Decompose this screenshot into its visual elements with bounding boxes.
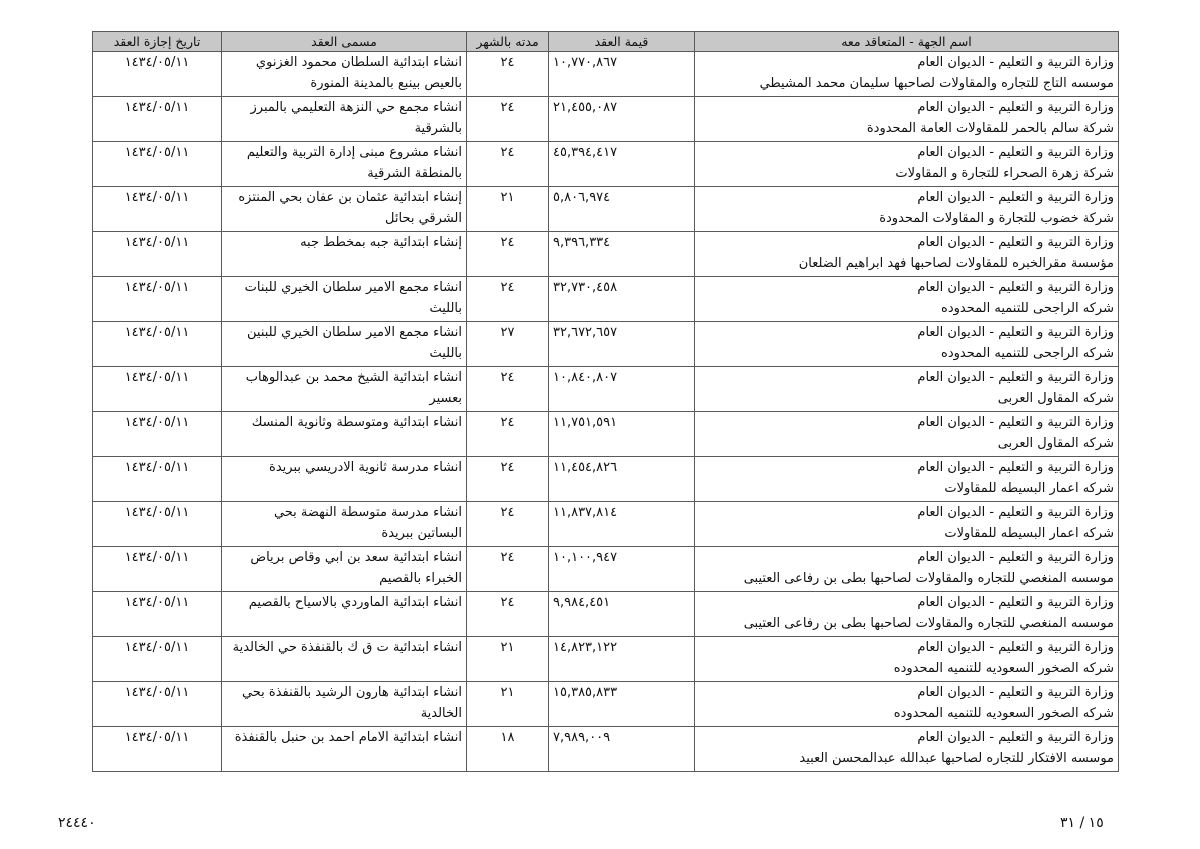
contract-value: ٥,٨٠٦,٩٧٤ bbox=[549, 187, 695, 232]
contract-value: ٢١,٤٥٥,٠٨٧ bbox=[549, 97, 695, 142]
contract-name: انشاء ابتدائية ومتوسطة وثانوية المنسك bbox=[222, 412, 467, 457]
contract-duration: ٢٧ bbox=[467, 322, 549, 367]
entity-cell bbox=[695, 502, 1119, 547]
entity-contractor: شركة خضوب للتجارة و المقاولات المحدودة bbox=[879, 211, 1114, 226]
contract-name: انشاء مجمع الامير سلطان الخيري للبنات بالليث bbox=[222, 277, 467, 322]
header-duration: مدته بالشهر bbox=[467, 32, 549, 52]
entity-contractor: شركة سالم بالحمر للمقاولات العامة المحدودة bbox=[866, 121, 1114, 136]
table-row bbox=[93, 52, 1119, 97]
contract-duration: ٢٤ bbox=[467, 592, 549, 637]
contract-duration: ٢٤ bbox=[467, 232, 549, 277]
entity-contractor: شركه اعمار البسيطه للمقاولات bbox=[944, 481, 1114, 496]
entity-cell bbox=[695, 637, 1119, 682]
contract-name: انشاء ابتدائية سعد بن ابي وقاص برياض الخبراء بالقصيم bbox=[222, 547, 467, 592]
entity-cell bbox=[695, 322, 1119, 367]
contract-duration: ٢٤ bbox=[467, 52, 549, 97]
entity-ministry: وزارة التربية و التعليم - الديوان العام bbox=[917, 685, 1114, 700]
approval-date: ١٤٣٤/٠٥/١١ bbox=[93, 457, 222, 502]
contract-name: إنشاء ابتدائية عثمان بن عفان بحي المنتزه الشرقي بحائل bbox=[222, 187, 467, 232]
entity-ministry: وزارة التربية و التعليم - الديوان العام bbox=[917, 100, 1114, 115]
entity-contractor: مؤسسة مقرالخبره للمقاولات لصاحبها فهد ابراهيم الضلعان bbox=[798, 256, 1114, 271]
contract-value: ٧,٩٨٩,٠٠٩ bbox=[549, 727, 695, 772]
header-value: قيمة العقد bbox=[549, 32, 695, 52]
table-row bbox=[93, 322, 1119, 367]
approval-date: ١٤٣٤/٠٥/١١ bbox=[93, 232, 222, 277]
approval-date: ١٤٣٤/٠٥/١١ bbox=[93, 412, 222, 457]
contract-duration: ٢٤ bbox=[467, 97, 549, 142]
page-number: ١٥ / ٣١ bbox=[1060, 815, 1104, 831]
entity-ministry: وزارة التربية و التعليم - الديوان العام bbox=[917, 235, 1114, 250]
contract-name: انشاء ابتدائية هارون الرشيد بالقنفذة بحي الخالدية bbox=[222, 682, 467, 727]
header-entity: اسم الجهة - المتعاقد معه bbox=[695, 32, 1119, 52]
entity-contractor: شركه الصخور السعوديه للتنميه المحدوده bbox=[893, 661, 1114, 676]
contract-duration: ٢٤ bbox=[467, 142, 549, 187]
approval-date: ١٤٣٤/٠٥/١١ bbox=[93, 367, 222, 412]
entity-ministry: وزارة التربية و التعليم - الديوان العام bbox=[917, 145, 1114, 160]
contract-duration: ٢٤ bbox=[467, 277, 549, 322]
entity-ministry: وزارة التربية و التعليم - الديوان العام bbox=[917, 550, 1114, 565]
contract-name: انشاء مجمع الامير سلطان الخيري للبنين بالليث bbox=[222, 322, 467, 367]
header-approval-date: تاريخ إجازة العقد bbox=[93, 32, 222, 52]
contract-name: انشاء ابتدائية السلطان محمود الغزنوي بالعيص بينبع بالمدينة المنورة bbox=[222, 52, 467, 97]
contract-duration: ٢١ bbox=[467, 682, 549, 727]
entity-ministry: وزارة التربية و التعليم - الديوان العام bbox=[917, 460, 1114, 475]
contract-duration: ٢٤ bbox=[467, 502, 549, 547]
entity-cell bbox=[695, 682, 1119, 727]
entity-cell bbox=[695, 412, 1119, 457]
contract-duration: ٢١ bbox=[467, 637, 549, 682]
entity-cell bbox=[695, 727, 1119, 772]
entity-contractor: شركه الراجحى للتنميه المحدوده bbox=[941, 301, 1114, 316]
contract-value: ٣٢,٧٣٠,٤٥٨ bbox=[549, 277, 695, 322]
approval-date: ١٤٣٤/٠٥/١١ bbox=[93, 637, 222, 682]
contract-value: ٩,٣٩٦,٣٣٤ bbox=[549, 232, 695, 277]
contract-value: ١٠,٨٤٠,٨٠٧ bbox=[549, 367, 695, 412]
header-contract-name: مسمى العقد bbox=[222, 32, 467, 52]
contract-duration: ٢٤ bbox=[467, 412, 549, 457]
entity-cell bbox=[695, 367, 1119, 412]
entity-contractor: موسسه المنغصي للتجاره والمقاولات لصاحبها بطى بن رفاعى العتيبى bbox=[743, 616, 1114, 631]
entity-ministry: وزارة التربية و التعليم - الديوان العام bbox=[917, 730, 1114, 745]
entity-cell bbox=[695, 232, 1119, 277]
contract-value: ١١,٤٥٤,٨٢٦ bbox=[549, 457, 695, 502]
entity-ministry: وزارة التربية و التعليم - الديوان العام bbox=[917, 415, 1114, 430]
entity-contractor: شركه الصخور السعوديه للتنميه المحدوده bbox=[893, 706, 1114, 721]
contract-duration: ٢٤ bbox=[467, 457, 549, 502]
entity-contractor: شركه المقاول العربى bbox=[997, 391, 1114, 406]
contract-name: انشاء ابتدائية الامام احمد بن حنبل بالقنفذة bbox=[222, 727, 467, 772]
approval-date: ١٤٣٤/٠٥/١١ bbox=[93, 142, 222, 187]
entity-ministry: وزارة التربية و التعليم - الديوان العام bbox=[917, 55, 1114, 70]
entity-contractor: شركه اعمار البسيطه للمقاولات bbox=[944, 526, 1114, 541]
entity-ministry: وزارة التربية و التعليم - الديوان العام bbox=[917, 370, 1114, 385]
contract-name: انشاء مشروع مبنى إدارة التربية والتعليم بالمنطقة الشرقية bbox=[222, 142, 467, 187]
contracts-table bbox=[92, 31, 1119, 772]
contract-duration: ٢١ bbox=[467, 187, 549, 232]
table-row bbox=[93, 637, 1119, 682]
approval-date: ١٤٣٤/٠٥/١١ bbox=[93, 187, 222, 232]
contract-value: ١١,٧٥١,٥٩١ bbox=[549, 412, 695, 457]
table-row bbox=[93, 592, 1119, 637]
table-row bbox=[93, 367, 1119, 412]
approval-date: ١٤٣٤/٠٥/١١ bbox=[93, 682, 222, 727]
contract-value: ١٠,٧٧٠,٨٦٧ bbox=[549, 52, 695, 97]
contract-name: انشاء ابتدائية الشيخ محمد بن عبدالوهاب بعسير bbox=[222, 367, 467, 412]
entity-ministry: وزارة التربية و التعليم - الديوان العام bbox=[917, 325, 1114, 340]
contract-value: ١٠,١٠٠,٩٤٧ bbox=[549, 547, 695, 592]
entity-cell bbox=[695, 277, 1119, 322]
table-row bbox=[93, 457, 1119, 502]
entity-ministry: وزارة التربية و التعليم - الديوان العام bbox=[917, 190, 1114, 205]
table-row bbox=[93, 547, 1119, 592]
table-row bbox=[93, 277, 1119, 322]
header-row bbox=[93, 32, 1119, 52]
entity-contractor: موسسه المنغصي للتجاره والمقاولات لصاحبها بطى بن رفاعى العتيبى bbox=[743, 571, 1114, 586]
approval-date: ١٤٣٤/٠٥/١١ bbox=[93, 502, 222, 547]
entity-contractor: موسسه التاج للتجاره والمقاولات لصاحبها سليمان محمد المشيطي bbox=[759, 76, 1114, 91]
entity-cell bbox=[695, 142, 1119, 187]
table-row bbox=[93, 727, 1119, 772]
entity-cell bbox=[695, 592, 1119, 637]
approval-date: ١٤٣٤/٠٥/١١ bbox=[93, 277, 222, 322]
table-row bbox=[93, 502, 1119, 547]
entity-contractor: شركه الراجحى للتنميه المحدوده bbox=[941, 346, 1114, 361]
contract-value: ١١,٨٣٧,٨١٤ bbox=[549, 502, 695, 547]
contract-name: انشاء ابتدائية الماوردي بالاسياح بالقصيم bbox=[222, 592, 467, 637]
approval-date: ١٤٣٤/٠٥/١١ bbox=[93, 592, 222, 637]
approval-date: ١٤٣٤/٠٥/١١ bbox=[93, 52, 222, 97]
entity-contractor: شركة زهرة الصحراء للتجارة و المقاولات bbox=[895, 166, 1114, 181]
approval-date: ١٤٣٤/٠٥/١١ bbox=[93, 727, 222, 772]
entity-ministry: وزارة التربية و التعليم - الديوان العام bbox=[917, 595, 1114, 610]
contract-duration: ٢٤ bbox=[467, 367, 549, 412]
entity-cell bbox=[695, 187, 1119, 232]
entity-ministry: وزارة التربية و التعليم - الديوان العام bbox=[917, 505, 1114, 520]
entity-cell bbox=[695, 97, 1119, 142]
entity-contractor: شركه المقاول العربى bbox=[997, 436, 1114, 451]
table-body bbox=[93, 52, 1119, 772]
document-code: ٢٤٤٤٠ bbox=[58, 815, 96, 831]
contract-duration: ١٨ bbox=[467, 727, 549, 772]
entity-cell bbox=[695, 547, 1119, 592]
contract-name: انشاء ابتدائية ت ق ك بالقنفذة حي الخالدية bbox=[222, 637, 467, 682]
entity-cell bbox=[695, 457, 1119, 502]
entity-cell bbox=[695, 52, 1119, 97]
contract-value: ٩,٩٨٤,٤٥١ bbox=[549, 592, 695, 637]
entity-ministry: وزارة التربية و التعليم - الديوان العام bbox=[917, 640, 1114, 655]
table-row bbox=[93, 142, 1119, 187]
table-row bbox=[93, 97, 1119, 142]
contract-name: انشاء مدرسة ثانوية الادريسي ببريدة bbox=[222, 457, 467, 502]
contract-duration: ٢٤ bbox=[467, 547, 549, 592]
contract-name: انشاء مدرسة متوسطة النهضة بحي البساتين ببريدة bbox=[222, 502, 467, 547]
contract-name: انشاء مجمع حي النزهة التعليمي بالمبرز بالشرقية bbox=[222, 97, 467, 142]
table-row bbox=[93, 412, 1119, 457]
entity-contractor: موسسه الافتكار للتجاره لصاحبها عبدالله عبدالمحسن العبيد bbox=[799, 751, 1114, 766]
contract-value: ١٤,٨٢٣,١٢٢ bbox=[549, 637, 695, 682]
approval-date: ١٤٣٤/٠٥/١١ bbox=[93, 97, 222, 142]
table-row bbox=[93, 187, 1119, 232]
entity-ministry: وزارة التربية و التعليم - الديوان العام bbox=[917, 280, 1114, 295]
contract-value: ٣٢,٦٧٢,٦٥٧ bbox=[549, 322, 695, 367]
contract-name: إنشاء ابتدائية جبه بمخطط جبه bbox=[222, 232, 467, 277]
contract-value: ٤٥,٣٩٤,٤١٧ bbox=[549, 142, 695, 187]
approval-date: ١٤٣٤/٠٥/١١ bbox=[93, 322, 222, 367]
table-row bbox=[93, 232, 1119, 277]
table-row bbox=[93, 682, 1119, 727]
approval-date: ١٤٣٤/٠٥/١١ bbox=[93, 547, 222, 592]
contract-value: ١٥,٣٨٥,٨٣٣ bbox=[549, 682, 695, 727]
